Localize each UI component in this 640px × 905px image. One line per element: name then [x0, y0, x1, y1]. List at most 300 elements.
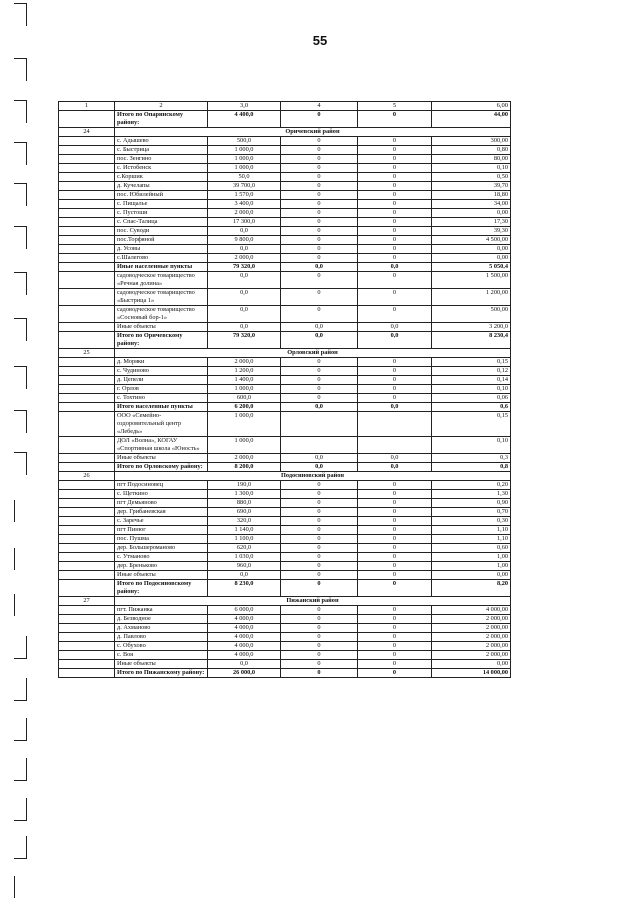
value-col5: 0 — [358, 669, 432, 678]
value-col3: 2 000,0 — [208, 209, 281, 218]
value-col6: 2 000,00 — [432, 615, 511, 624]
value-col5: 0 — [358, 385, 432, 394]
table-row — [59, 535, 511, 544]
value-col6: 1,00 — [432, 553, 511, 562]
value-col4: 0 — [281, 191, 358, 200]
table-row — [59, 164, 511, 173]
table-row — [59, 289, 511, 306]
value-col5: 0 — [358, 642, 432, 651]
table-row — [59, 562, 511, 571]
row-number — [59, 403, 115, 412]
value-col4: 0 — [281, 254, 358, 263]
value-col3: 1 000,0 — [208, 164, 281, 173]
table-row — [59, 376, 511, 385]
table-row — [59, 272, 511, 289]
row-number: 26 — [59, 472, 115, 481]
row-number — [59, 182, 115, 191]
value-col5: 0 — [358, 182, 432, 191]
row-number — [59, 146, 115, 155]
value-col4: 0 — [281, 111, 358, 128]
row-number — [59, 376, 115, 385]
row-number — [59, 218, 115, 227]
value-col4: 0 — [281, 544, 358, 553]
value-col5: 0 — [358, 272, 432, 289]
value-col3: 1 000,0 — [208, 385, 281, 394]
value-col3: 4 000,0 — [208, 651, 281, 660]
value-col4: 0 — [281, 173, 358, 182]
table-row — [59, 437, 511, 454]
value-col5: 0 — [358, 544, 432, 553]
binder-mark — [14, 3, 27, 26]
header-cell: 2 — [115, 102, 208, 111]
value-col5: 0,0 — [358, 454, 432, 463]
settlement-name: д. Усовы — [115, 245, 208, 254]
page-number: 55 — [312, 33, 328, 48]
row-number — [59, 236, 115, 245]
settlement-name: пос. Зенгино — [115, 155, 208, 164]
row-number — [59, 660, 115, 669]
value-col4 — [281, 412, 358, 437]
section-row — [59, 597, 511, 606]
table-row — [59, 463, 511, 472]
table-row — [59, 669, 511, 678]
value-col6: 5 050,4 — [432, 263, 511, 272]
settlement-name: д. Ахманово — [115, 624, 208, 633]
value-col6: 0,30 — [432, 517, 511, 526]
header-cell: 5 — [358, 102, 432, 111]
value-col6: 14 000,00 — [432, 669, 511, 678]
value-col6: 0,00 — [432, 254, 511, 263]
value-col6: 0,8 — [432, 463, 511, 472]
binder-mark — [14, 798, 27, 821]
value-col3: 17 300,0 — [208, 218, 281, 227]
value-col5: 0,0 — [358, 463, 432, 472]
table-row — [59, 660, 511, 669]
settlement-name: пос. Юбилейный — [115, 191, 208, 200]
value-col4: 0 — [281, 164, 358, 173]
value-col4: 0 — [281, 490, 358, 499]
settlement-name: д. Цепели — [115, 376, 208, 385]
row-number — [59, 385, 115, 394]
table-row — [59, 385, 511, 394]
table-row — [59, 553, 511, 562]
row-number — [59, 263, 115, 272]
value-col6: 8,20 — [432, 580, 511, 597]
value-col3: 1 400,0 — [208, 376, 281, 385]
value-col4: 0 — [281, 526, 358, 535]
value-col6: 4 500,00 — [432, 236, 511, 245]
table-row — [59, 191, 511, 200]
value-col4: 0 — [281, 306, 358, 323]
value-col6: 300,00 — [432, 137, 511, 146]
value-col5: 0 — [358, 517, 432, 526]
table-row — [59, 580, 511, 597]
value-col6: 0,50 — [432, 173, 511, 182]
binder-mark — [14, 410, 27, 433]
settlement-name: г. Орлов — [115, 385, 208, 394]
settlement-name: д. Кучелапы — [115, 182, 208, 191]
value-col4: 0 — [281, 669, 358, 678]
settlement-name: с. Истобенск — [115, 164, 208, 173]
value-col6: 2 000,00 — [432, 624, 511, 633]
value-col5: 0 — [358, 651, 432, 660]
table-row — [59, 367, 511, 376]
value-col4: 0,0 — [281, 403, 358, 412]
row-number — [59, 437, 115, 454]
row-number — [59, 200, 115, 209]
value-col4: 0 — [281, 245, 358, 254]
row-number — [59, 571, 115, 580]
table-row — [59, 412, 511, 437]
value-col6: 1,10 — [432, 535, 511, 544]
value-col4: 0 — [281, 358, 358, 367]
section-row — [59, 128, 511, 137]
binder-mark — [14, 758, 27, 781]
value-col3: 1 000,0 — [208, 437, 281, 454]
value-col3: 4 000,0 — [208, 642, 281, 651]
value-col6: 0,90 — [432, 499, 511, 508]
value-col3: 0,0 — [208, 306, 281, 323]
row-number — [59, 624, 115, 633]
settlement-name: Итого по Орловскому району: — [115, 463, 208, 472]
value-col5: 0 — [358, 191, 432, 200]
binder-mark — [14, 318, 27, 341]
data-table — [58, 101, 511, 678]
binder-mark — [14, 142, 27, 165]
value-col5: 0 — [358, 553, 432, 562]
row-number — [59, 642, 115, 651]
row-number — [59, 454, 115, 463]
value-col5: 0 — [358, 155, 432, 164]
row-number — [59, 394, 115, 403]
row-number — [59, 254, 115, 263]
settlement-name: с.Шалегово — [115, 254, 208, 263]
value-col4: 0 — [281, 535, 358, 544]
table-row — [59, 173, 511, 182]
row-number — [59, 633, 115, 642]
row-number: 24 — [59, 128, 115, 137]
table-row — [59, 403, 511, 412]
settlement-name: садоводческое товарищество «Речная долина» — [115, 272, 208, 289]
row-number — [59, 615, 115, 624]
value-col4: 0,0 — [281, 332, 358, 349]
row-number — [59, 245, 115, 254]
value-col4: 0,0 — [281, 323, 358, 332]
value-col5: 0 — [358, 218, 432, 227]
binder-mark — [14, 836, 27, 859]
value-col5: 0 — [358, 146, 432, 155]
table-row — [59, 332, 511, 349]
value-col4: 0 — [281, 182, 358, 191]
table-row — [59, 490, 511, 499]
row-number — [59, 155, 115, 164]
row-number — [59, 508, 115, 517]
value-col3: 0,0 — [208, 272, 281, 289]
value-col3: 4 000,0 — [208, 633, 281, 642]
value-col3: 26 000,0 — [208, 669, 281, 678]
table-row — [59, 454, 511, 463]
settlement-name: дер. Бреньково — [115, 562, 208, 571]
value-col6: 17,30 — [432, 218, 511, 227]
table-row — [59, 517, 511, 526]
value-col5: 0 — [358, 289, 432, 306]
value-col6: 1,10 — [432, 526, 511, 535]
settlement-name: с.Коршик — [115, 173, 208, 182]
settlement-name: Итого по Пижанскому району: — [115, 669, 208, 678]
settlement-name: с. Заречье — [115, 517, 208, 526]
value-col4: 0 — [281, 624, 358, 633]
table-row — [59, 323, 511, 332]
value-col5: 0 — [358, 227, 432, 236]
value-col4: 0 — [281, 481, 358, 490]
settlement-name: Иные объекты — [115, 323, 208, 332]
value-col5: 0 — [358, 173, 432, 182]
value-col4: 0 — [281, 227, 358, 236]
settlement-name: с. Тохтино — [115, 394, 208, 403]
row-number — [59, 164, 115, 173]
settlement-name: Итого населенные пункты — [115, 403, 208, 412]
value-col3: 0,0 — [208, 289, 281, 306]
row-number — [59, 669, 115, 678]
table-row — [59, 236, 511, 245]
row-number — [59, 173, 115, 182]
table-row — [59, 200, 511, 209]
value-col6: 0,10 — [432, 385, 511, 394]
value-col6: 0,14 — [432, 376, 511, 385]
value-col4: 0 — [281, 137, 358, 146]
binder-mark — [14, 366, 27, 389]
table-row — [59, 571, 511, 580]
value-col3: 0,0 — [208, 571, 281, 580]
value-col6: 0,00 — [432, 245, 511, 254]
settlement-name: дер. Грибаневская — [115, 508, 208, 517]
table-row — [59, 499, 511, 508]
settlement-name: пос. Пушма — [115, 535, 208, 544]
value-col3: 50,0 — [208, 173, 281, 182]
row-number — [59, 553, 115, 562]
table-row — [59, 394, 511, 403]
table-row — [59, 137, 511, 146]
row-number — [59, 367, 115, 376]
value-col3: 1 000,0 — [208, 146, 281, 155]
value-col5: 0 — [358, 164, 432, 173]
value-col6: 0,3 — [432, 454, 511, 463]
value-col5: 0,0 — [358, 263, 432, 272]
value-col3: 1 570,0 — [208, 191, 281, 200]
value-col6: 1 500,00 — [432, 272, 511, 289]
value-col3: 0,0 — [208, 323, 281, 332]
district-heading: Пижанский район — [115, 597, 511, 606]
value-col5: 0,0 — [358, 323, 432, 332]
value-col3: 500,0 — [208, 137, 281, 146]
value-col6: 1,30 — [432, 490, 511, 499]
settlement-name: пгт. Пижанка — [115, 606, 208, 615]
value-col5: 0 — [358, 624, 432, 633]
value-col3: 0,0 — [208, 245, 281, 254]
settlement-name: д. Безводное — [115, 615, 208, 624]
settlement-name: садоводческое товарищество «Быстрица 1» — [115, 289, 208, 306]
row-number — [59, 463, 115, 472]
value-col6: 44,00 — [432, 111, 511, 128]
value-col6: 0,10 — [432, 164, 511, 173]
value-col6: 80,00 — [432, 155, 511, 164]
value-col5: 0 — [358, 526, 432, 535]
value-col6: 0,80 — [432, 146, 511, 155]
value-col6: 0,6 — [432, 403, 511, 412]
row-number — [59, 526, 115, 535]
value-col3: 4 400,0 — [208, 111, 281, 128]
value-col3: 79 320,0 — [208, 263, 281, 272]
value-col6: 0,15 — [432, 358, 511, 367]
value-col4: 0 — [281, 499, 358, 508]
value-col3: 1 300,0 — [208, 490, 281, 499]
value-col4: 0 — [281, 642, 358, 651]
value-col4: 0 — [281, 508, 358, 517]
binder-mark — [14, 876, 15, 898]
table-row — [59, 182, 511, 191]
value-col3: 1 030,0 — [208, 553, 281, 562]
table-row — [59, 146, 511, 155]
value-col4: 0 — [281, 651, 358, 660]
row-number — [59, 606, 115, 615]
value-col6: 500,00 — [432, 306, 511, 323]
value-col3: 960,0 — [208, 562, 281, 571]
value-col5: 0 — [358, 367, 432, 376]
settlement-name: с. Воя — [115, 651, 208, 660]
value-col4: 0 — [281, 562, 358, 571]
value-col3: 39 700,0 — [208, 182, 281, 191]
row-number — [59, 227, 115, 236]
settlement-name: пгт Пинюг — [115, 526, 208, 535]
value-col5: 0,0 — [358, 332, 432, 349]
value-col4: 0 — [281, 272, 358, 289]
settlement-name: с. Адышево — [115, 137, 208, 146]
table-row — [59, 209, 511, 218]
settlement-name: Иные объекты — [115, 454, 208, 463]
section-row — [59, 349, 511, 358]
value-col3: 690,0 — [208, 508, 281, 517]
settlement-name: Иные населенные пункты — [115, 263, 208, 272]
row-number — [59, 191, 115, 200]
settlement-name: Иные объекты — [115, 571, 208, 580]
value-col6: 0,15 — [432, 412, 511, 437]
district-heading: Оричевский район — [115, 128, 511, 137]
value-col4: 0 — [281, 289, 358, 306]
row-number — [59, 412, 115, 437]
header-cell: 3,0 — [208, 102, 281, 111]
value-col5 — [358, 437, 432, 454]
value-col6: 0,60 — [432, 544, 511, 553]
row-number — [59, 358, 115, 367]
row-number: 25 — [59, 349, 115, 358]
value-col6: 2 000,00 — [432, 633, 511, 642]
row-number — [59, 332, 115, 349]
settlement-name: ДОЛ «Волна», КОГАУ «Спортивная школа «Юность» — [115, 437, 208, 454]
table-row — [59, 624, 511, 633]
settlement-name: с. Спас-Талица — [115, 218, 208, 227]
settlement-name: с. Чудиново — [115, 367, 208, 376]
settlement-name: д. Моряки — [115, 358, 208, 367]
value-col6: 0,70 — [432, 508, 511, 517]
district-heading: Орловский район — [115, 349, 511, 358]
value-col3: 620,0 — [208, 544, 281, 553]
binder-mark — [14, 718, 27, 741]
row-number — [59, 306, 115, 323]
value-col3: 4 000,0 — [208, 624, 281, 633]
value-col5: 0 — [358, 254, 432, 263]
binder-mark — [14, 58, 27, 81]
settlement-name: пос.Торфяной — [115, 236, 208, 245]
value-col3: 79 320,0 — [208, 332, 281, 349]
value-col6: 2 000,00 — [432, 651, 511, 660]
value-col3: 2 000,0 — [208, 358, 281, 367]
value-col4: 0 — [281, 580, 358, 597]
value-col5: 0 — [358, 137, 432, 146]
value-col6: 0,00 — [432, 660, 511, 669]
value-col4: 0,0 — [281, 263, 358, 272]
value-col6: 0,06 — [432, 394, 511, 403]
value-col4: 0 — [281, 209, 358, 218]
value-col3: 6 200,0 — [208, 403, 281, 412]
binder-mark — [14, 636, 27, 659]
row-number — [59, 499, 115, 508]
value-col5: 0 — [358, 508, 432, 517]
value-col3: 3 400,0 — [208, 200, 281, 209]
value-col4: 0 — [281, 385, 358, 394]
value-col4: 0 — [281, 200, 358, 209]
table-row — [59, 245, 511, 254]
value-col3: 2 000,0 — [208, 454, 281, 463]
value-col6: 8 230,4 — [432, 332, 511, 349]
table-row — [59, 651, 511, 660]
value-col6: 0,10 — [432, 437, 511, 454]
table-row — [59, 526, 511, 535]
value-col6: 0,00 — [432, 209, 511, 218]
table-row — [59, 544, 511, 553]
value-col4: 0 — [281, 218, 358, 227]
section-row — [59, 472, 511, 481]
binder-mark — [14, 678, 27, 701]
value-col6: 0,12 — [432, 367, 511, 376]
value-col5: 0 — [358, 615, 432, 624]
value-col5: 0 — [358, 358, 432, 367]
value-col3: 9 800,0 — [208, 236, 281, 245]
value-col5: 0 — [358, 481, 432, 490]
binder-mark — [14, 183, 27, 206]
row-number — [59, 209, 115, 218]
table-row — [59, 254, 511, 263]
value-col3: 190,0 — [208, 481, 281, 490]
binder-mark — [14, 500, 15, 522]
value-col5: 0 — [358, 200, 432, 209]
settlement-name: с. Пищалье — [115, 200, 208, 209]
value-col5: 0 — [358, 562, 432, 571]
row-number — [59, 481, 115, 490]
value-col4: 0 — [281, 660, 358, 669]
value-col4: 0 — [281, 633, 358, 642]
value-col6: 0,20 — [432, 481, 511, 490]
value-col6: 1 200,00 — [432, 289, 511, 306]
table-row — [59, 642, 511, 651]
header-cell: 4 — [281, 102, 358, 111]
settlement-name: Иные объекты — [115, 660, 208, 669]
value-col6: 18,80 — [432, 191, 511, 200]
binder-mark — [14, 100, 27, 123]
value-col5: 0 — [358, 236, 432, 245]
value-col4 — [281, 437, 358, 454]
row-number — [59, 289, 115, 306]
table-row — [59, 606, 511, 615]
